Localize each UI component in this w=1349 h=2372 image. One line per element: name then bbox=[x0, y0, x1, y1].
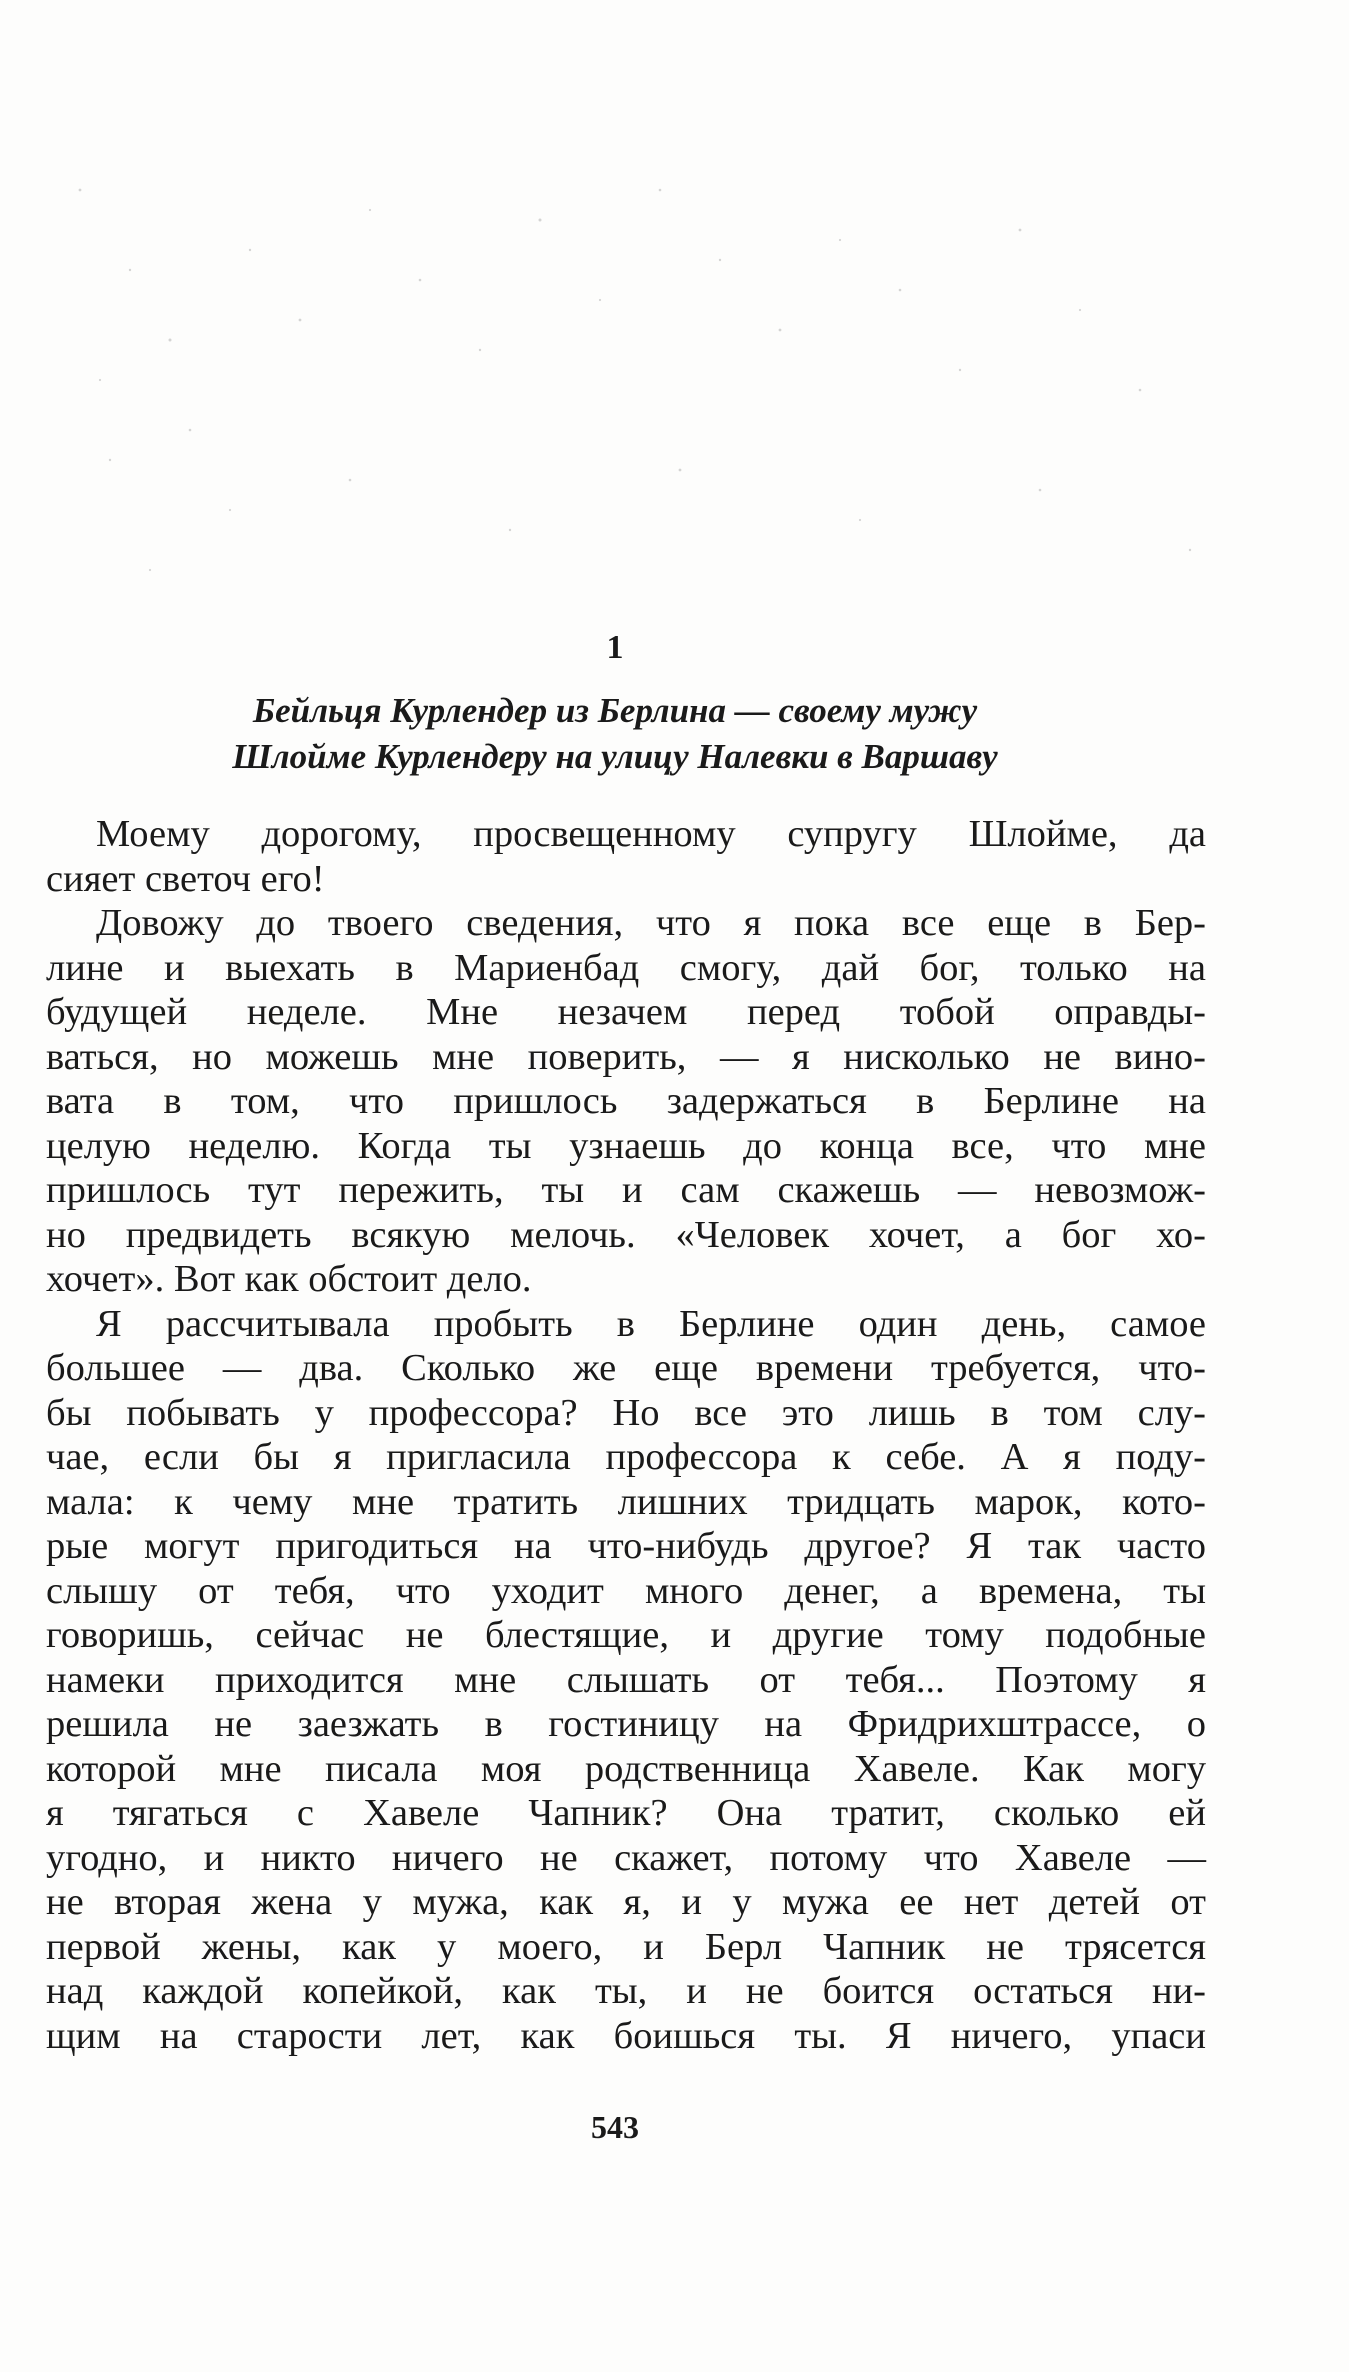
body-text bbox=[46, 812, 1206, 2058]
text-line: не вторая жена у мужа, как я, и у мужа ее нет детей от bbox=[46, 1881, 1206, 1923]
print-speckle-decoration bbox=[40, 130, 1240, 610]
text-line: пришлось тут пережить, ты и сам скажешь — невозмож- bbox=[46, 1169, 1206, 1211]
text-line: решила не заезжать в гостиницу на Фридрихштрассе, о bbox=[46, 1703, 1206, 1745]
text-line: лине и выехать в Мариенбад смогу, дай бог, только на bbox=[46, 946, 1206, 989]
page-number: 543 bbox=[591, 2109, 639, 2145]
text-line: будущей неделе. Мне незачем перед тобой оправды- bbox=[46, 991, 1206, 1033]
text-line: первой жены, как у моего, и Берл Чапник не трясется bbox=[46, 1925, 1206, 1968]
text-line: вата в том, что пришлось задержаться в Берлине на bbox=[46, 1080, 1206, 1122]
text-line: над каждой копейкой, как ты, и не боится остаться ни- bbox=[46, 1970, 1206, 2012]
chapter-number: 1 bbox=[606, 629, 624, 666]
text-line: сияет светоч его! bbox=[46, 857, 325, 900]
text-line: бы побывать у профессора? Но все это лишь в том слу- bbox=[46, 1391, 1206, 1434]
text-line: говоришь, сейчас не блестящие, и другие тому подобные bbox=[46, 1614, 1206, 1656]
text-line: Моему дорогому, просвещенному супругу Шлойме, да bbox=[96, 813, 1206, 855]
text-line: угодно, и никто ничего не скажет, потому что Хавеле — bbox=[46, 1836, 1206, 1879]
text-line: намеки приходится мне слышать от тебя... Поэтому я bbox=[46, 1658, 1206, 1701]
text-line: хочет». Вот как обстоит дело. bbox=[46, 1258, 532, 1300]
text-line: которой мне писала моя родственница Хавеле. Как могу bbox=[46, 1747, 1206, 1790]
text-line: целую неделю. Когда ты узнаешь до конца все, что мне bbox=[46, 1124, 1206, 1167]
text-line: ваться, но можешь мне поверить, — я нисколько не вино- bbox=[46, 1035, 1206, 1078]
text-line: мала: к чему мне тратить лишних тридцать марок, кото- bbox=[46, 1480, 1206, 1523]
text-line: слышу от тебя, что уходит много денег, а времена, ты bbox=[46, 1569, 1206, 1612]
letter-heading-line: Шлойме Курлендеру на улицу Налевки в Варшаву bbox=[232, 737, 998, 776]
text-line: Довожу до твоего сведения, что я пока все еще в Бер- bbox=[96, 902, 1206, 944]
text-line: я тягаться с Хавеле Чапник? Она тратит, сколько ей bbox=[46, 1792, 1206, 1834]
text-line: но предвидеть всякую мелочь. «Человек хочет, а бог хо- bbox=[46, 1213, 1206, 1256]
text-line: большее — два. Сколько же еще времени требуется, что- bbox=[46, 1347, 1206, 1389]
text-line: Я рассчитывала пробыть в Берлине один день, самое bbox=[96, 1302, 1206, 1345]
text-line: рые могут пригодиться на что-нибудь другое? Я так часто bbox=[46, 1525, 1206, 1567]
text-line: щим на старости лет, как боишься ты. Я ничего, упаси bbox=[46, 2014, 1206, 2057]
letter-heading-line: Бейльця Курлендер из Берлина — своему мужу bbox=[252, 691, 978, 730]
letter-heading bbox=[150, 688, 1080, 780]
text-line: чае, если бы я пригласила профессора к себе. А я поду- bbox=[46, 1436, 1206, 1478]
